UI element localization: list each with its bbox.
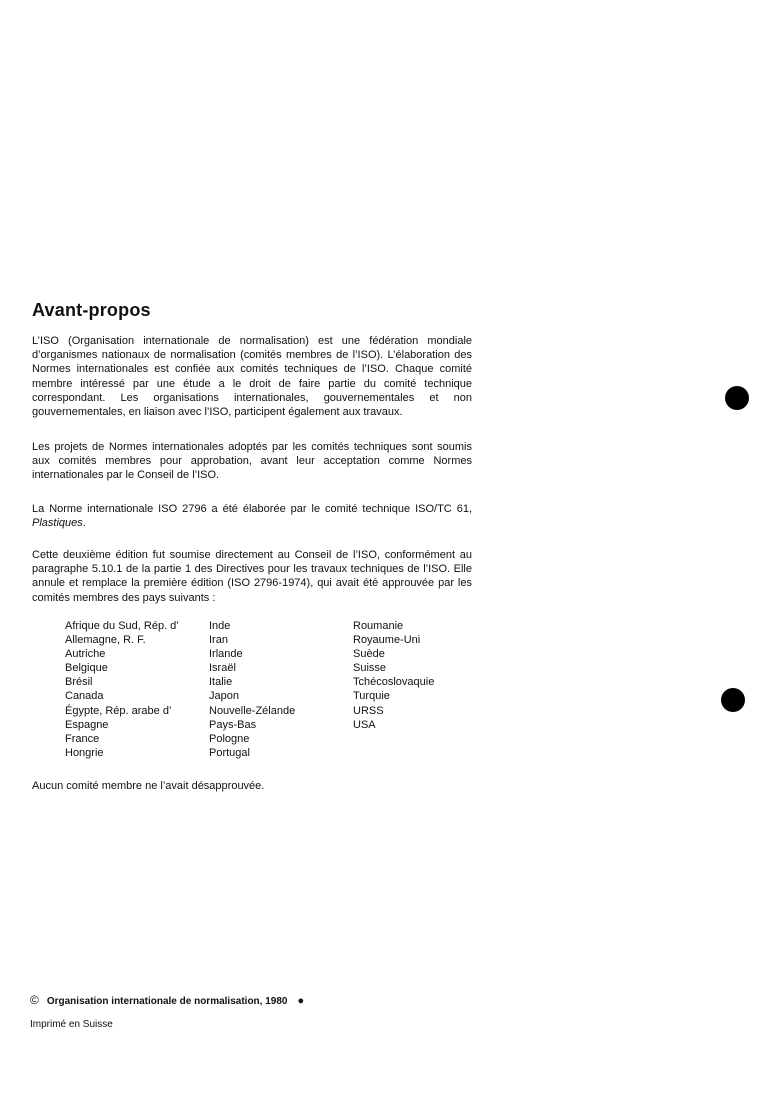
country-item: Israël [209,662,236,675]
copyright-icon: © [30,993,39,1007]
country-item: Japon [209,690,239,703]
country-item: Hongrie [65,746,104,759]
country-item: Suisse [353,662,387,675]
country-item: Tchécoslovaquie [353,676,435,689]
country-item: Espagne [65,718,109,731]
copyright-line [30,993,304,1007]
country-item: Iran [209,634,228,647]
country-item: Turquie [353,690,390,703]
punch-hole-icon [721,688,745,712]
committee-name: Plastiques [32,517,83,530]
paragraph-iso-description: L’ISO (Organisation internationale de normalisation) est une fédération mondiale d’organismes nationaux de normalisation (comités membres de l’ISO). L’élaboration des Normes internationales est confiée aux comités techniques de l’ISO. Chaque comité membre intéressé par une étude a le droit de faire partie du comité technique correspondant. Les organisations internationales, gouvernementales et non gouvernementales, en liaison avec l’ISO, participent également aux travaux. [32,335,472,419]
country-item: Pays-Bas [209,718,257,731]
country-item: Suède [353,648,385,661]
punch-hole-icon [725,386,749,410]
country-item: Portugal [209,746,250,759]
country-item: Pologne [209,732,250,745]
standard-origin-text: La Norme internationale ISO 2796 a été élaborée par le comité technique ISO/TC 61, [32,503,472,515]
country-item: France [65,732,100,745]
country-item: Inde [209,620,231,632]
country-item: Irlande [209,648,243,661]
page-title: Avant-propos [32,300,151,320]
country-item: Roumanie [353,620,404,632]
country-list-column-2 [209,619,295,760]
bullet-icon: ● [297,995,305,1007]
country-item: Nouvelle-Zélande [209,704,296,717]
copyright-organization: Organisation internationale de normalisation, 1980 [46,996,288,1007]
country-list-column-1 [65,619,179,760]
country-list-column-3 [353,619,434,732]
country-item: Italie [209,676,233,689]
country-item: Autriche [65,648,106,661]
country-item: Brésil [65,676,93,689]
country-item: Égypte, Rép. arabe d’ [65,704,172,717]
paragraph-standard-origin [32,502,472,530]
country-item: USA [353,718,376,731]
country-item: Canada [65,690,104,703]
country-item: Afrique du Sud, Rép. d’ [65,620,179,632]
paragraph-second-edition: Cette deuxième édition fut soumise directement au Conseil de l’ISO, conformément au paragraphe 5.10.1 de la partie 1 des Directives pour les travaux techniques de l’ISO. Elle annule et remplace la première édition (ISO 2796-1974), qui avait été approuvée par les comités membres des pays suivants : [32,549,472,604]
printed-in-note: Imprimé en Suisse [30,1019,113,1030]
country-item: Allemagne, R. F. [65,634,146,647]
paragraph-draft-standards: Les projets de Normes internationales adoptés par les comités techniques sont soumis aux comités membres pour approbation, avant leur acceptation comme Normes internationales par le Conseil de l’ISO. [32,441,472,482]
paragraph-no-disapproval: Aucun comité membre ne l’avait désapprouvée. [32,780,265,792]
country-item: URSS [353,704,384,717]
country-item: Royaume-Uni [353,634,421,647]
standard-origin-end: . [82,517,86,530]
country-item: Belgique [65,662,108,675]
